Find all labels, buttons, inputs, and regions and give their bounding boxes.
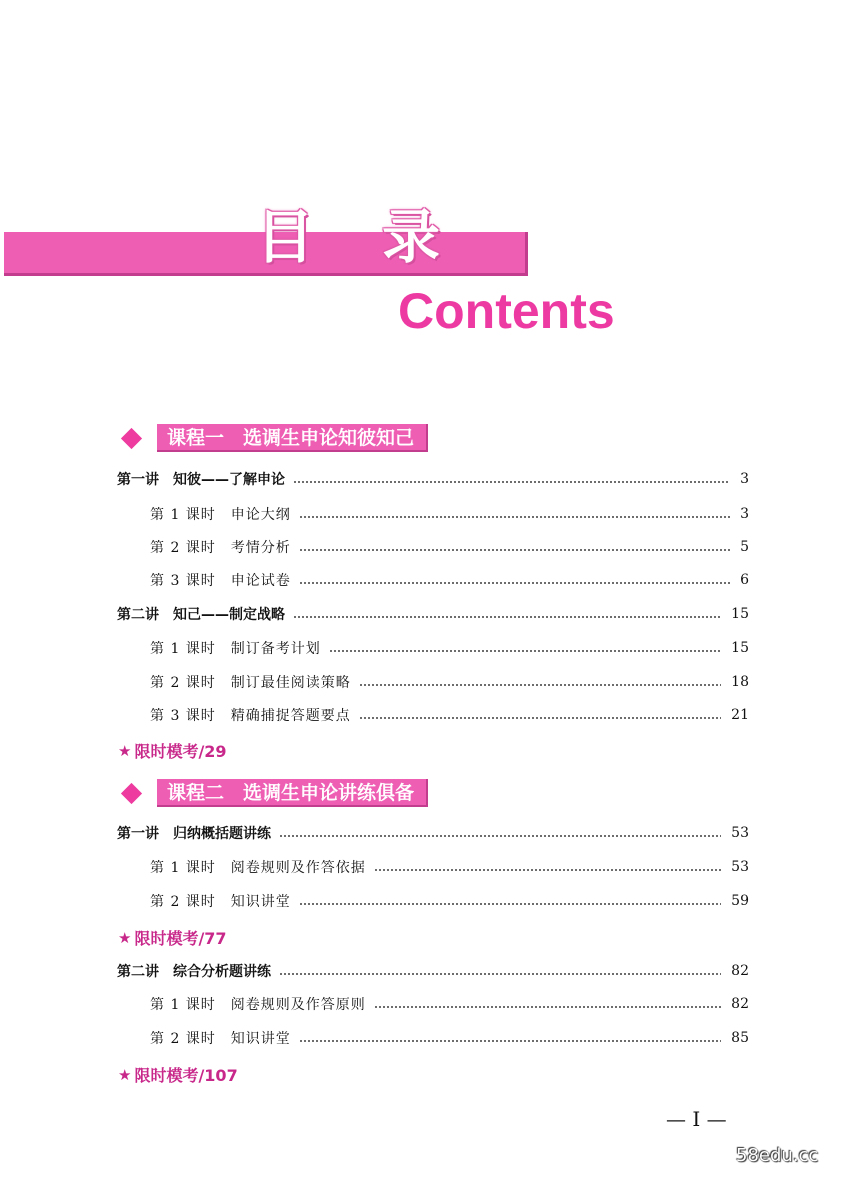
page-title-english: Contents bbox=[398, 283, 615, 339]
toc-lesson-row[interactable] bbox=[150, 503, 749, 525]
star-icon: ★ bbox=[118, 741, 132, 760]
toc-entry-title: 第 2 课时 考情分析 bbox=[150, 540, 291, 556]
dot-leader bbox=[299, 1031, 721, 1045]
toc-page-number: 82 bbox=[731, 996, 749, 1012]
toc-page-number: 18 bbox=[731, 674, 749, 690]
toc-page-number: 82 bbox=[731, 963, 749, 979]
diamond-icon bbox=[121, 782, 142, 803]
course-heading-1 bbox=[120, 423, 428, 453]
dot-leader bbox=[279, 826, 721, 840]
dot-leader bbox=[374, 860, 721, 874]
toc-entry-title: 第一讲 知彼——了解申论 bbox=[117, 472, 285, 488]
watermark-text: 58edu.cc bbox=[736, 1145, 819, 1166]
mock-exam-label: 限时模考/107 bbox=[134, 1066, 238, 1085]
toc-page-number: 53 bbox=[731, 859, 749, 875]
toc-lecture-row[interactable] bbox=[117, 822, 749, 844]
toc-lesson-row[interactable] bbox=[150, 671, 749, 693]
star-icon: ★ bbox=[118, 928, 132, 947]
dot-leader bbox=[359, 708, 721, 722]
toc-lecture-row[interactable] bbox=[117, 468, 749, 490]
dot-leader bbox=[359, 675, 721, 689]
toc-lesson-row[interactable] bbox=[150, 856, 749, 878]
dot-leader bbox=[293, 472, 730, 486]
toc-page-number: 3 bbox=[740, 506, 749, 522]
dot-leader bbox=[299, 573, 730, 587]
toc-entry-title: 第二讲 知己——制定战略 bbox=[117, 607, 285, 623]
toc-lesson-row[interactable] bbox=[150, 993, 749, 1015]
toc-page-number: 59 bbox=[731, 893, 749, 909]
toc-lesson-row[interactable] bbox=[150, 569, 749, 591]
dot-leader bbox=[374, 997, 721, 1011]
toc-lesson-row[interactable] bbox=[150, 1027, 749, 1049]
dot-leader bbox=[279, 964, 721, 978]
toc-entry-title: 第 1 课时 阅卷规则及作答依据 bbox=[150, 860, 366, 876]
star-icon: ★ bbox=[118, 1065, 132, 1084]
dot-leader bbox=[299, 540, 730, 554]
toc-page-number: 3 bbox=[740, 471, 749, 487]
dot-leader bbox=[293, 607, 721, 621]
toc-entry-title: 第 3 课时 精确捕捉答题要点 bbox=[150, 708, 351, 724]
diamond-icon bbox=[121, 427, 142, 448]
toc-page-number: 53 bbox=[731, 825, 749, 841]
dot-leader bbox=[299, 507, 730, 521]
dot-leader bbox=[329, 641, 721, 655]
toc-page-number: 85 bbox=[731, 1030, 749, 1046]
toc-entry-title: 第 2 课时 制订最佳阅读策略 bbox=[150, 675, 351, 691]
toc-entry-title: 第 2 课时 知识讲堂 bbox=[150, 1031, 291, 1047]
dot-leader bbox=[299, 894, 721, 908]
page-title-char-2: 录 bbox=[382, 203, 441, 271]
toc-entry-title: 第二讲 综合分析题讲练 bbox=[117, 964, 271, 980]
toc-page-number: 21 bbox=[731, 707, 749, 723]
toc-entry-title: 第 2 课时 知识讲堂 bbox=[150, 894, 291, 910]
course-heading-2 bbox=[120, 778, 428, 808]
toc-lecture-row[interactable] bbox=[117, 960, 749, 982]
toc-lesson-row[interactable] bbox=[150, 704, 749, 726]
toc-page-number: 6 bbox=[740, 572, 749, 588]
toc-page-number: 5 bbox=[740, 539, 749, 555]
toc-page-number: 15 bbox=[731, 640, 749, 656]
mock-exam-label: 限时模考/77 bbox=[134, 929, 227, 948]
mock-exam-entry[interactable] bbox=[118, 1063, 238, 1086]
course-label: 课程一 选调生申论知彼知己 bbox=[157, 424, 428, 452]
toc-entry-title: 第 1 课时 制订备考计划 bbox=[150, 641, 321, 657]
toc-lecture-row[interactable] bbox=[117, 603, 749, 625]
mock-exam-entry[interactable] bbox=[118, 739, 227, 762]
toc-entry-title: 第 1 课时 申论大纲 bbox=[150, 507, 291, 523]
toc-lesson-row[interactable] bbox=[150, 536, 749, 558]
mock-exam-entry[interactable] bbox=[118, 926, 227, 949]
toc-entry-title: 第 1 课时 阅卷规则及作答原则 bbox=[150, 997, 366, 1013]
toc-entry-title: 第一讲 归纳概括题讲练 bbox=[117, 826, 271, 842]
course-label: 课程二 选调生申论讲练俱备 bbox=[157, 779, 428, 807]
toc-entry-title: 第 3 课时 申论试卷 bbox=[150, 573, 291, 589]
page-marker: — I — bbox=[666, 1107, 727, 1131]
toc-lesson-row[interactable] bbox=[150, 890, 749, 912]
toc-lesson-row[interactable] bbox=[150, 637, 749, 659]
page-title-char-1: 目 bbox=[256, 203, 315, 271]
toc-page-number: 15 bbox=[731, 606, 749, 622]
mock-exam-label: 限时模考/29 bbox=[134, 742, 227, 761]
